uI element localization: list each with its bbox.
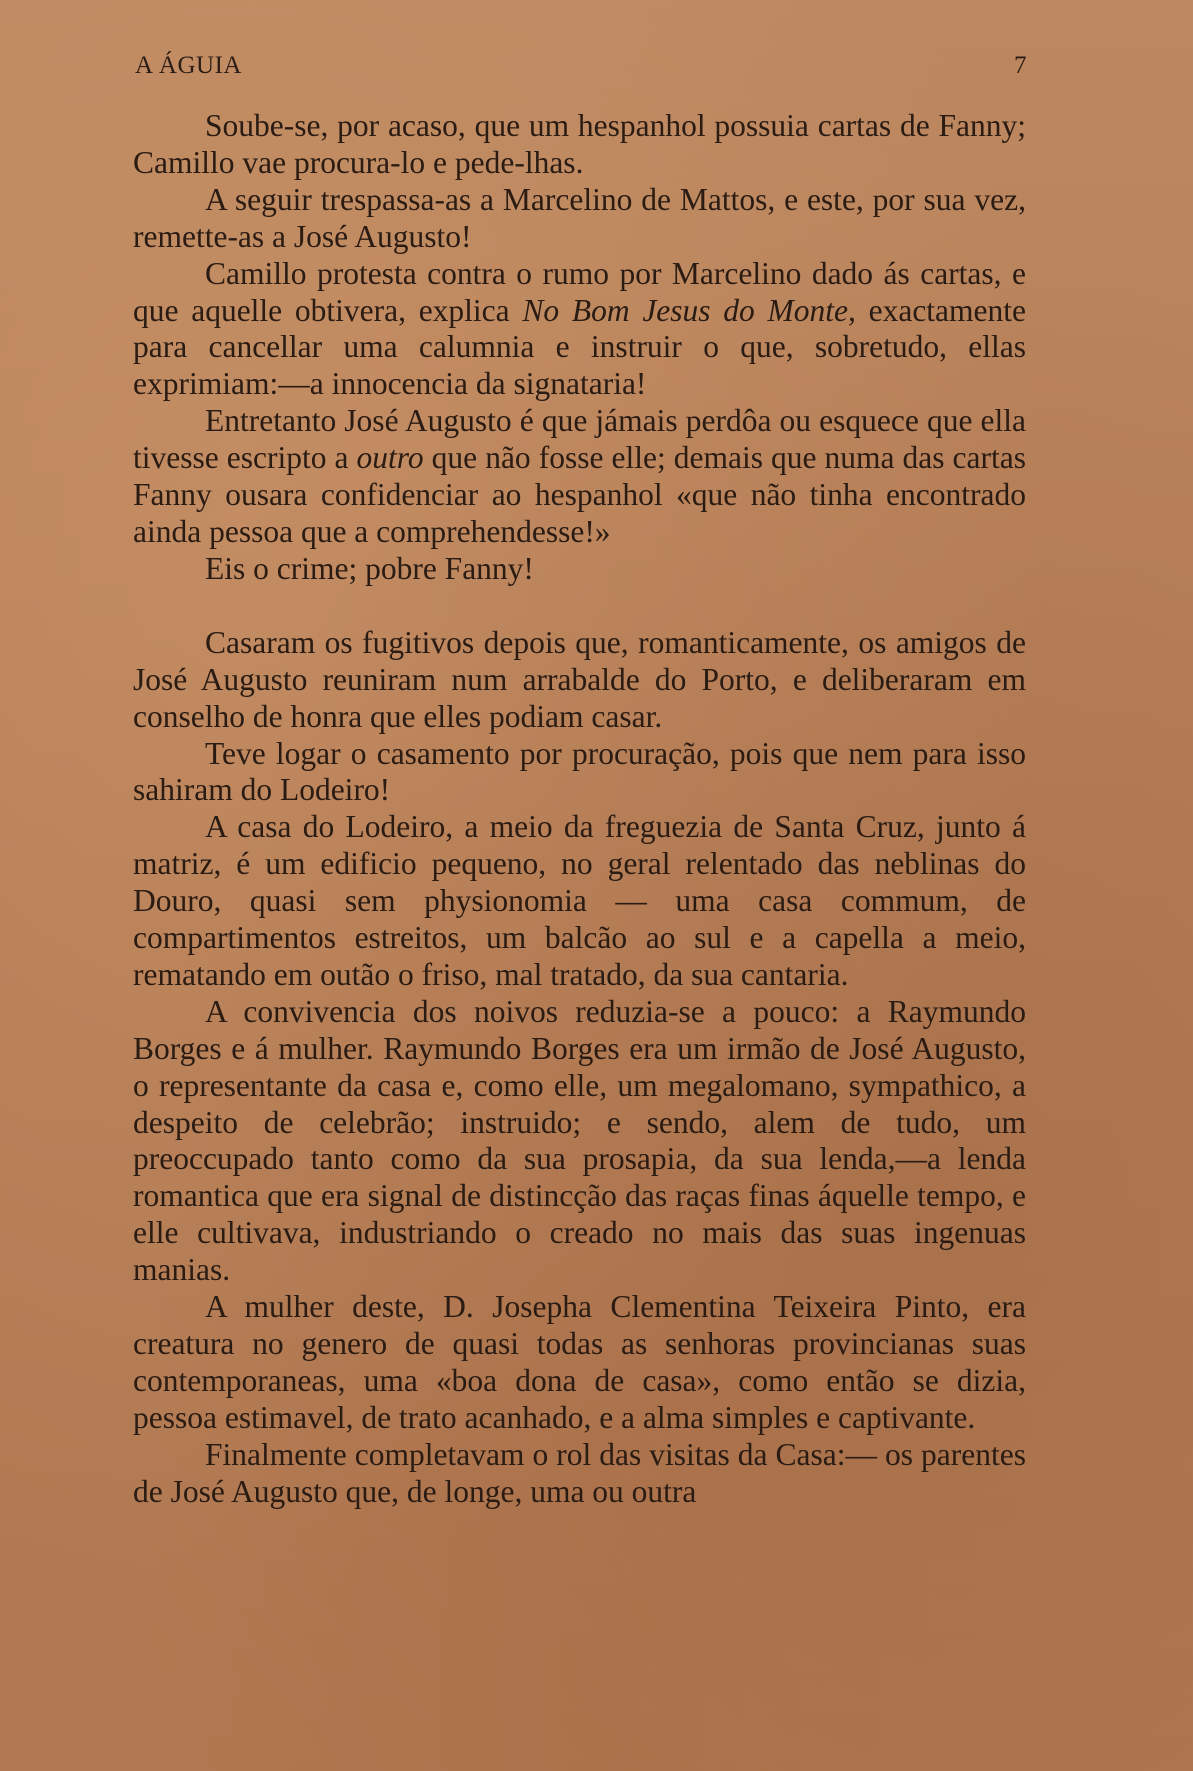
paragraph <box>133 625 1026 736</box>
paragraph <box>133 809 1026 994</box>
text-segment: Entretanto José Augusto é que jámais perdôa ou esquece que ella tivesse escripto a <box>133 403 1026 476</box>
paragraph <box>133 1437 1026 1511</box>
paragraph <box>133 182 1026 256</box>
paragraph <box>133 108 1026 182</box>
paragraph <box>133 256 1026 404</box>
page-number: 7 <box>1014 52 1027 79</box>
running-title: A ÁGUIA <box>135 52 242 79</box>
text-segment: Teve logar o casamento por procuração, pois que nem para isso sahiram do Lodeiro! <box>133 735 1026 808</box>
italic-title: outro <box>356 440 424 476</box>
paragraph <box>133 1289 1026 1437</box>
text-segment: Finalmente completavam o rol das visitas da Casa:— os parentes de José Augusto que, de longe, uma ou outra <box>133 1436 1026 1509</box>
paragraph <box>133 403 1026 551</box>
body-text <box>133 108 1026 1511</box>
italic-title: No Bom Jesus do Monte, <box>522 292 856 328</box>
paragraph <box>133 994 1026 1289</box>
page-header <box>135 52 1027 88</box>
text-segment: Soube-se, por acaso, que um hespanhol possuia cartas de Fanny; Camillo vae procura-lo e pede-lhas. <box>133 108 1026 180</box>
text-segment: que não fosse elle; demais que numa das cartas Fanny ousara confidenciar ao hespanhol «que não tinha encontrado ainda pessoa que a comprehendesse!» <box>133 440 1026 549</box>
text-segment: A casa do Lodeiro, a meio da freguezia de Santa Cruz, junto á matriz, é um edificio pequeno, no geral relentado das neblinas do Douro, quasi sem physionomia — uma casa commum, de compartimentos estreitos, um balcão ao sul e a capella a meio, rematando em outão o friso, mal tratado, da sua cantaria. <box>133 809 1026 992</box>
text-segment: Camillo protesta contra o rumo por Marcelino dado ás cartas, e que aquelle obtivera, explica <box>133 255 1026 328</box>
text-segment: Casaram os fugitivos depois que, romanticamente, os amigos de José Augusto reuniram num arrabalde do Porto, e deliberaram em conselho de honra que elles podiam casar. <box>133 624 1026 734</box>
text-segment: Eis o crime; pobre Fanny! <box>205 550 534 586</box>
text-segment: A mulher deste, D. Josepha Clementina Teixeira Pinto, era creatura no genero de quasi todas as senhoras provincianas suas contemporaneas, uma «boa dona de casa», como então se dizia, pessoa estimavel, de trato acanhado, e a alma simples e captivante. <box>133 1289 1026 1435</box>
text-segment: A convivencia dos noivos reduzia-se a pouco: a Raymundo Borges e á mulher. Raymundo Borges era um irmão de José Augusto, o representante da casa e, como elle, um megalomano, sympathico, a despeito de celebrão; instruido; e sendo, alem de tudo, um preoccupado tanto como da sua prosapia, da sua lenda,—a lenda romantica que era signal de distincção das raças finas áquelle tempo, e elle cultivava, industriando o creado no mais das suas ingenuas manias. <box>133 993 1026 1288</box>
paragraph <box>133 736 1026 810</box>
text-segment: exactamente para cancellar uma calumnia e instruir o que, sobretudo, ellas exprimiam:—a innocencia da signataria! <box>133 292 1026 402</box>
paragraph <box>133 551 1026 588</box>
text-segment: A seguir trespassa-as a Marcelino de Mattos, e este, por sua vez, remette-as a José Augusto! <box>133 181 1026 254</box>
